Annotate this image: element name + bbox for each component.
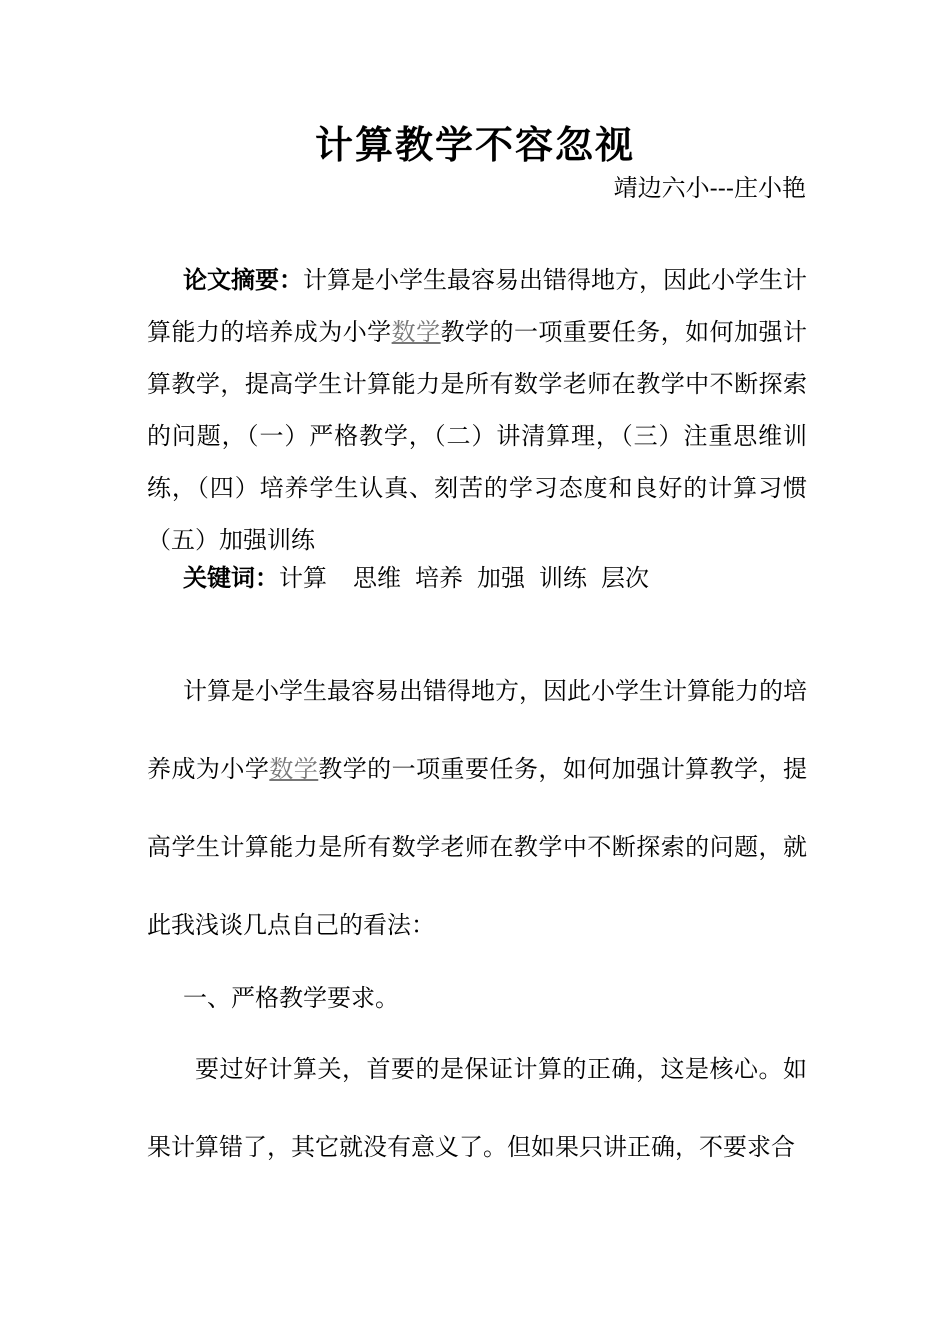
keyword-item: 思维 [353,564,401,592]
abstract-math-link[interactable]: 数学 [391,318,441,346]
keyword-item: 计算 [279,564,327,592]
abstract-text-start: 计算是小学生最容易出错得地方，因此小学生计算能力的培养成为小学 [147,266,807,346]
abstract-paragraph [147,254,807,566]
keyword-item: 加强 [477,564,525,592]
keywords-line [183,560,663,596]
abstract-text-end: 教学的一项重要任务，如何加强计算教学，提高学生计算能力是所有数学老师在教学中不断探索的问题，（一）严格教学，（二）讲清算理，（三）注重思维训练，（四）培养学生认真、刻苦的学习态度和良好的计算习惯（五）加强训练 [147,318,808,554]
section1-paragraph: 要过好计算关，首要的是保证计算的正确，这是核心。如果计算错了，其它就没有意义了。但如果只讲正确，不要求合 [147,1055,807,1161]
intro-paragraph [147,652,807,964]
intro-text-start: 计算是小学生最容易出错得地方，因此小学生计算能力的培养成为小学 [147,677,807,783]
section-heading-1: 一、严格教学要求。 [183,984,399,1012]
keyword-item: 培养 [415,564,463,592]
keywords-label: 关键词： [183,563,279,592]
abstract-label: 论文摘要： [183,265,303,294]
document-title: 计算教学不容忽视 [314,122,635,167]
keyword-item: 层次 [601,564,649,592]
intro-math-link[interactable]: 数学 [269,755,319,783]
author-line: 靖边六小---庄小艳 [613,174,806,202]
intro-text-end: 教学的一项重要任务，如何加强计算教学，提高学生计算能力是所有数学老师在教学中不断探索的问题，就此我浅谈几点自己的看法： [147,755,808,939]
keyword-item: 训练 [539,564,587,592]
